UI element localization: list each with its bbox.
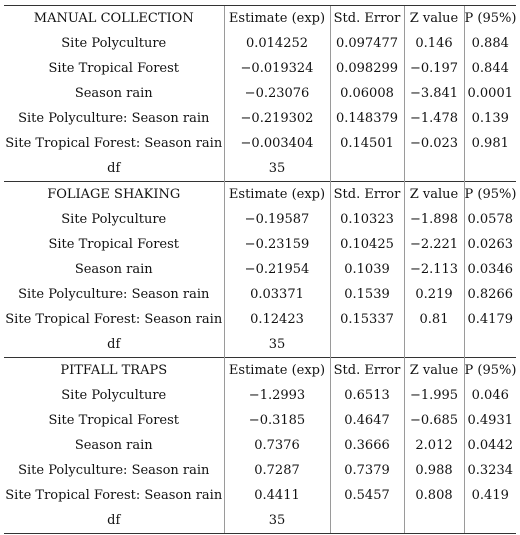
table-row xyxy=(4,81,516,106)
row-label: Site Polyculture: Season rain xyxy=(18,111,210,126)
p-value-cell: 0.4931 xyxy=(464,408,516,433)
std-error-cell: 0.5457 xyxy=(330,483,404,508)
empty-cell xyxy=(404,332,464,358)
column-header: Z value xyxy=(404,182,464,208)
std-error-cell: 0.098299 xyxy=(330,56,404,81)
p-value-cell: 0.0578 xyxy=(464,207,516,232)
row-label: Site Polyculture xyxy=(61,388,167,403)
row-label: Site Tropical Forest: Season rain xyxy=(5,136,223,151)
table-row xyxy=(4,131,516,156)
z-value-cell: −2.113 xyxy=(404,257,464,282)
regression-results-table xyxy=(4,5,516,534)
column-header: P (95%) xyxy=(464,6,516,32)
empty-cell xyxy=(330,156,404,182)
row-label: Site Polyculture: Season rain xyxy=(18,287,210,302)
z-value-cell: −0.023 xyxy=(404,131,464,156)
estimate-cell: 0.4411 xyxy=(224,483,330,508)
estimate-cell: 0.014252 xyxy=(224,31,330,56)
std-error-cell: 0.4647 xyxy=(330,408,404,433)
estimate-cell: −1.2993 xyxy=(224,383,330,408)
z-value-cell: 0.219 xyxy=(404,282,464,307)
table-row xyxy=(4,307,516,332)
z-value-cell: −1.898 xyxy=(404,207,464,232)
estimate-cell: −0.21954 xyxy=(224,257,330,282)
p-value-cell: 0.3234 xyxy=(464,458,516,483)
estimate-cell: −0.219302 xyxy=(224,106,330,131)
section-title: PITFALL TRAPS xyxy=(4,358,224,384)
df-label: df xyxy=(107,337,121,352)
table-row xyxy=(4,207,516,232)
std-error-cell: 0.1539 xyxy=(330,282,404,307)
empty-cell xyxy=(404,508,464,534)
estimate-cell: −0.019324 xyxy=(224,56,330,81)
df-row xyxy=(4,156,516,182)
z-value-cell: 2.012 xyxy=(404,433,464,458)
column-header: Std. Error xyxy=(330,182,404,208)
z-value-cell: 0.146 xyxy=(404,31,464,56)
estimate-cell: −0.3185 xyxy=(224,408,330,433)
column-header: P (95%) xyxy=(464,358,516,384)
df-value: 35 xyxy=(224,508,330,534)
std-error-cell: 0.1039 xyxy=(330,257,404,282)
z-value-cell: −1.478 xyxy=(404,106,464,131)
row-label: Site Tropical Forest: Season rain xyxy=(5,488,223,503)
empty-cell xyxy=(464,508,516,534)
p-value-cell: 0.0346 xyxy=(464,257,516,282)
empty-cell xyxy=(330,508,404,534)
table-row xyxy=(4,106,516,131)
row-label: Site Tropical Forest xyxy=(48,237,180,252)
std-error-cell: 0.6513 xyxy=(330,383,404,408)
df-label: df xyxy=(107,161,121,176)
empty-cell xyxy=(404,156,464,182)
estimate-cell: 0.7376 xyxy=(224,433,330,458)
section-header-row xyxy=(4,182,516,208)
std-error-cell: 0.15337 xyxy=(330,307,404,332)
table-row xyxy=(4,483,516,508)
column-header: P (95%) xyxy=(464,182,516,208)
z-value-cell: −2.221 xyxy=(404,232,464,257)
row-label: Season rain xyxy=(74,86,153,101)
section-title: FOLIAGE SHAKING xyxy=(4,182,224,208)
df-row xyxy=(4,332,516,358)
p-value-cell: 0.046 xyxy=(464,383,516,408)
row-label: Season rain xyxy=(74,262,153,277)
row-label: Site Polyculture: Season rain xyxy=(18,463,210,478)
std-error-cell: 0.097477 xyxy=(330,31,404,56)
df-label: df xyxy=(4,508,224,534)
row-label: Season rain xyxy=(74,438,153,453)
estimate-cell: 0.03371 xyxy=(224,282,330,307)
row-label: Site Tropical Forest: Season rain xyxy=(5,312,223,327)
p-value-cell: 0.884 xyxy=(464,31,516,56)
df-row xyxy=(4,508,516,534)
table-row xyxy=(4,31,516,56)
df-value: 35 xyxy=(224,156,330,182)
table-row xyxy=(4,458,516,483)
estimate-cell: −0.003404 xyxy=(224,131,330,156)
std-error-cell: 0.148379 xyxy=(330,106,404,131)
std-error-cell: 0.3666 xyxy=(330,433,404,458)
p-value-cell: 0.0263 xyxy=(464,232,516,257)
z-value-cell: −0.197 xyxy=(404,56,464,81)
estimate-cell: 0.12423 xyxy=(224,307,330,332)
p-value-cell: 0.4179 xyxy=(464,307,516,332)
p-value-cell: 0.139 xyxy=(464,106,516,131)
p-value-cell: 0.0001 xyxy=(464,81,516,106)
column-header: Std. Error xyxy=(330,6,404,32)
empty-cell xyxy=(330,332,404,358)
estimate-cell: −0.23076 xyxy=(224,81,330,106)
row-label: Site Polyculture xyxy=(61,212,167,227)
std-error-cell: 0.7379 xyxy=(330,458,404,483)
column-header: Std. Error xyxy=(330,358,404,384)
p-value-cell: 0.419 xyxy=(464,483,516,508)
p-value-cell: 0.844 xyxy=(464,56,516,81)
estimate-cell: 0.7287 xyxy=(224,458,330,483)
p-value-cell: 0.8266 xyxy=(464,282,516,307)
p-value-cell: 0.0442 xyxy=(464,433,516,458)
table-body xyxy=(4,6,516,534)
section-header-row xyxy=(4,6,516,32)
column-header: Estimate (exp) xyxy=(224,6,330,32)
std-error-cell: 0.10425 xyxy=(330,232,404,257)
empty-cell xyxy=(464,156,516,182)
section-title: MANUAL COLLECTION xyxy=(4,6,224,32)
table-row xyxy=(4,257,516,282)
row-label: Site Tropical Forest xyxy=(48,61,180,76)
z-value-cell: −3.841 xyxy=(404,81,464,106)
estimate-cell: −0.23159 xyxy=(224,232,330,257)
z-value-cell: 0.988 xyxy=(404,458,464,483)
row-label: Site Tropical Forest xyxy=(48,413,180,428)
p-value-cell: 0.981 xyxy=(464,131,516,156)
z-value-cell: −1.995 xyxy=(404,383,464,408)
estimate-cell: −0.19587 xyxy=(224,207,330,232)
table-row xyxy=(4,383,516,408)
column-header: Z value xyxy=(404,358,464,384)
table-row xyxy=(4,433,516,458)
table-row xyxy=(4,56,516,81)
column-header: Estimate (exp) xyxy=(224,358,330,384)
column-header: Estimate (exp) xyxy=(224,182,330,208)
df-value: 35 xyxy=(224,332,330,358)
std-error-cell: 0.14501 xyxy=(330,131,404,156)
table-row xyxy=(4,408,516,433)
std-error-cell: 0.10323 xyxy=(330,207,404,232)
column-header: Z value xyxy=(404,6,464,32)
table-row xyxy=(4,232,516,257)
z-value-cell: −0.685 xyxy=(404,408,464,433)
section-header-row xyxy=(4,358,516,384)
std-error-cell: 0.06008 xyxy=(330,81,404,106)
z-value-cell: 0.808 xyxy=(404,483,464,508)
z-value-cell: 0.81 xyxy=(404,307,464,332)
empty-cell xyxy=(464,332,516,358)
row-label: Site Polyculture xyxy=(61,36,167,51)
table-row xyxy=(4,282,516,307)
